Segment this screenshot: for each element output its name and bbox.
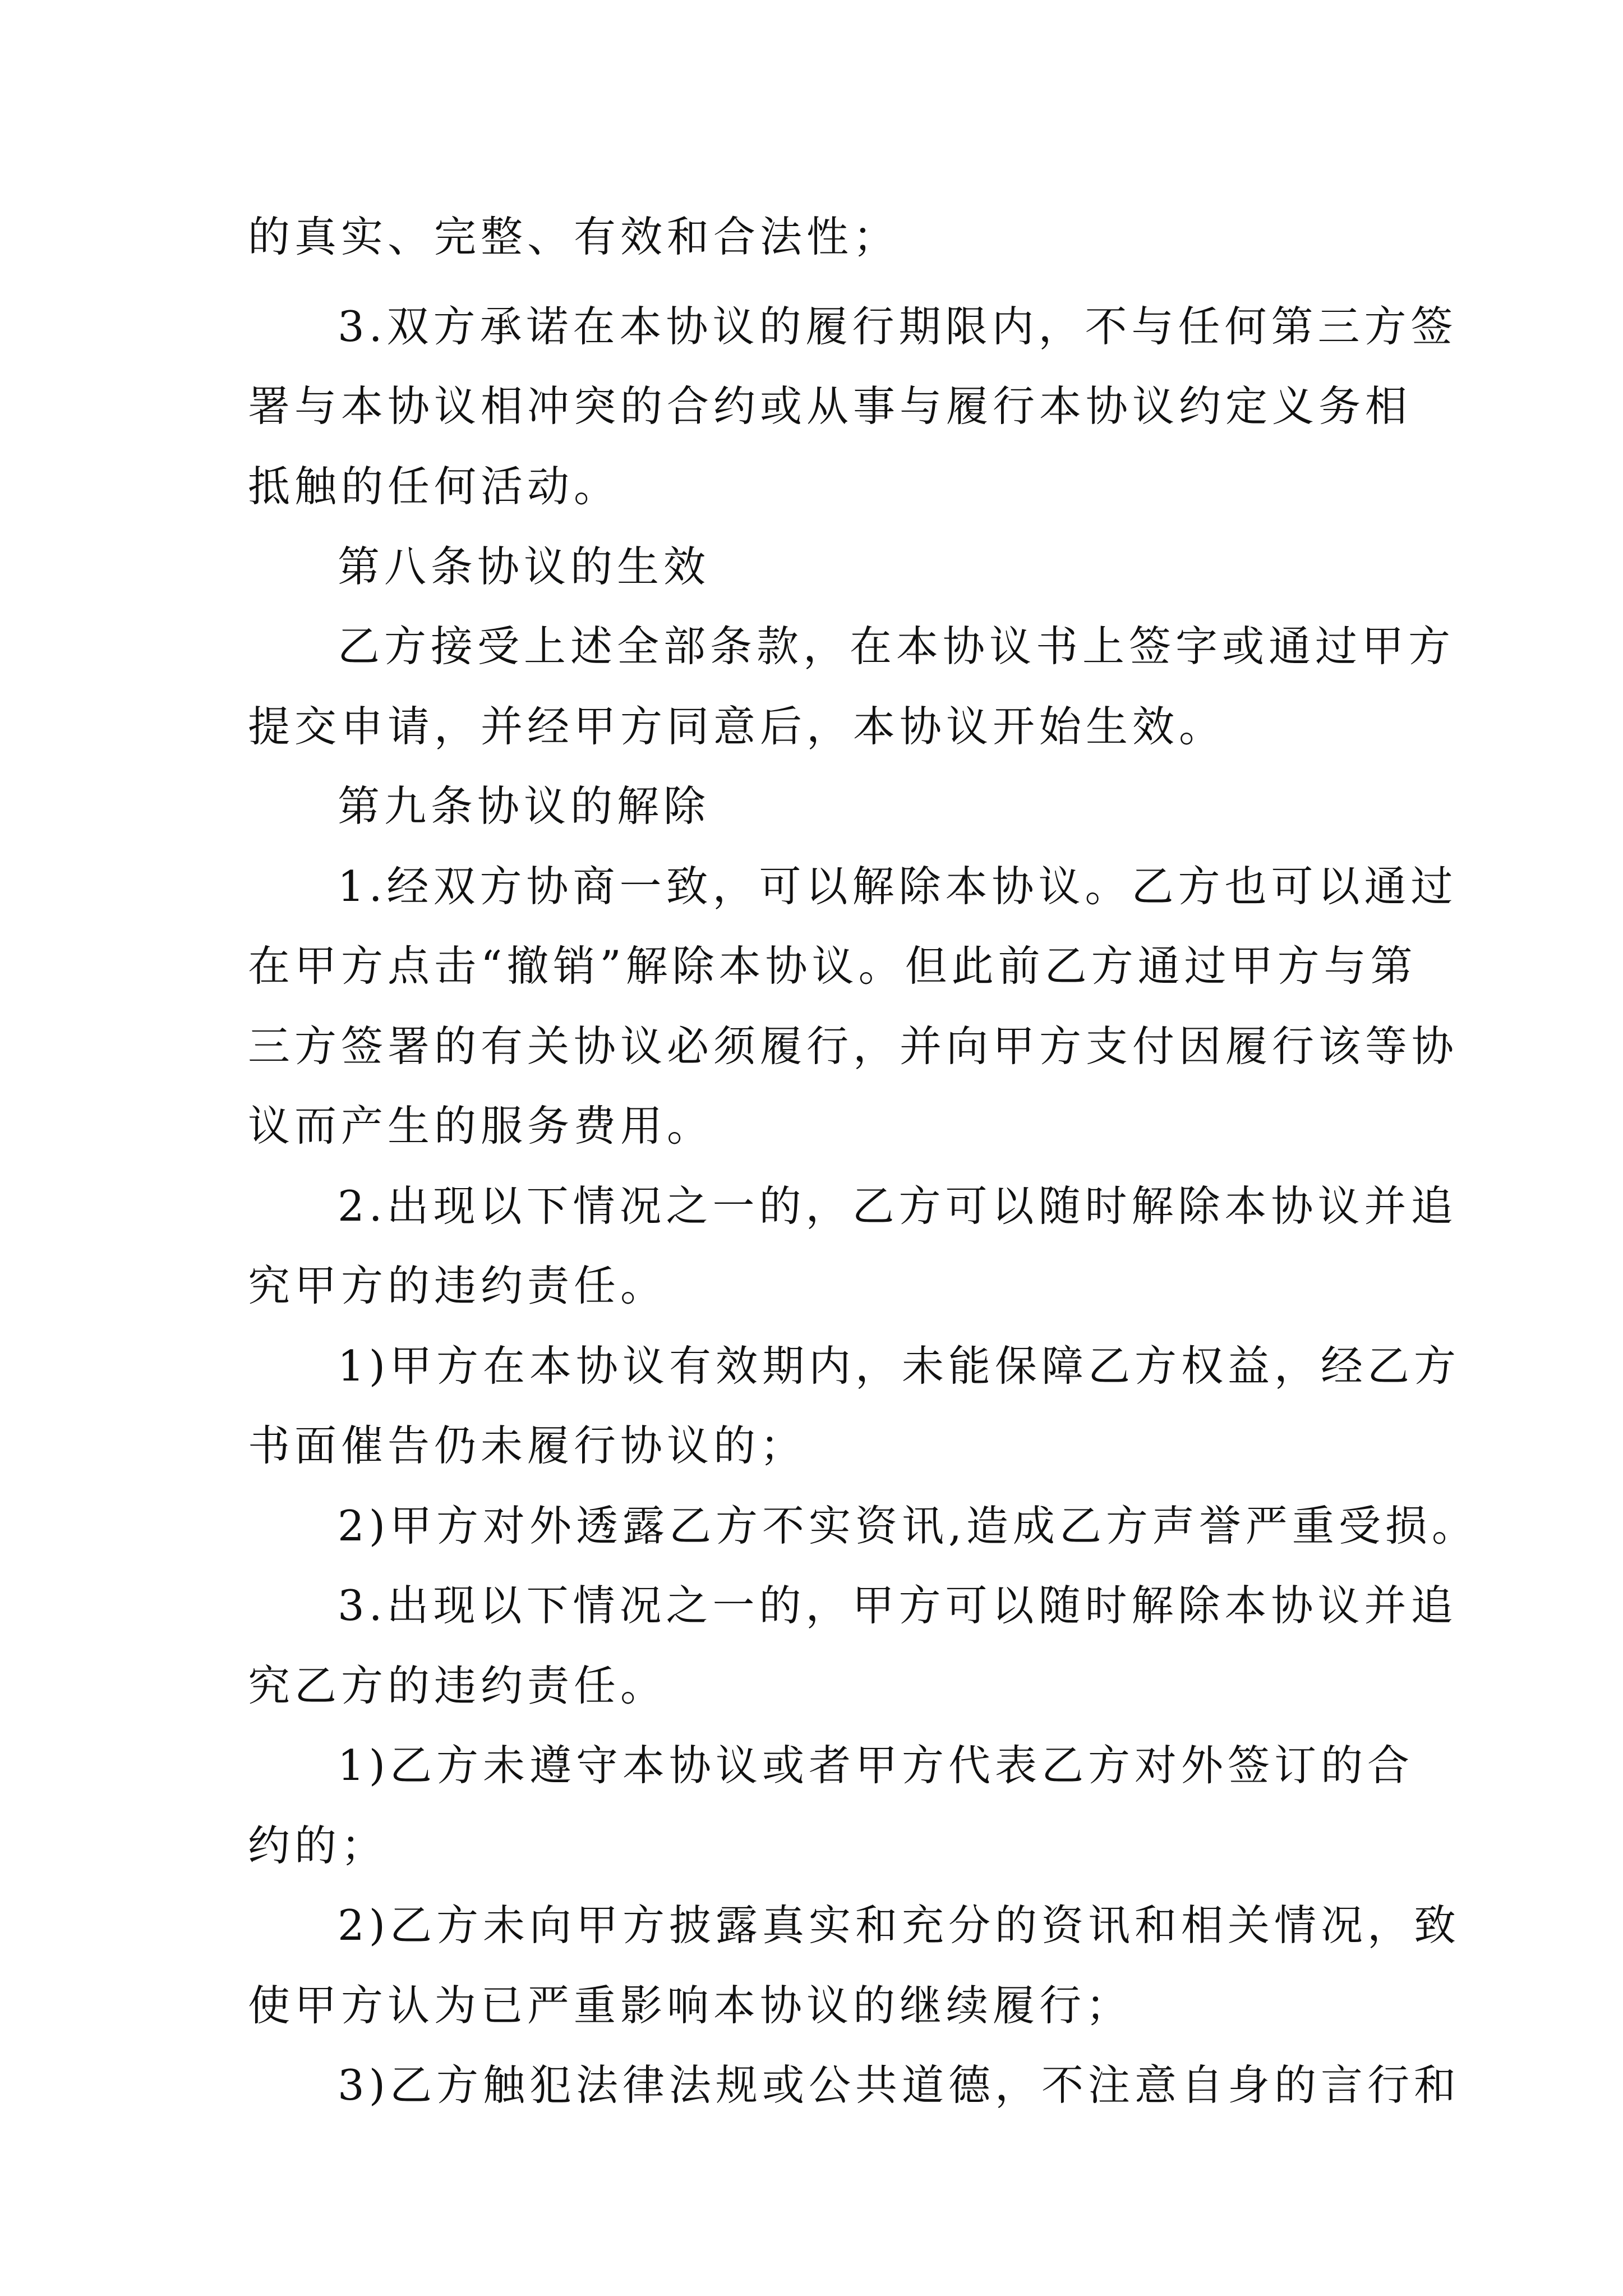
text-line: 使甲方认为已严重影响本协议的继续履行； <box>248 1981 1133 2030</box>
text-line: 2)乙方未向甲方披露真实和充分的资讯和相关情况，致 <box>338 1901 1460 1950</box>
text-line: 提交申请，并经甲方同意后，本协议开始生效。 <box>248 702 1226 751</box>
section-heading: 第九条协议的解除 <box>338 781 711 831</box>
text-line: 究甲方的违约责任。 <box>248 1261 667 1310</box>
text-line: 三方签署的有关协议必须履行，并向甲方支付因履行该等协 <box>248 1022 1459 1071</box>
text-line: 2)甲方对外透露乙方不实资讯,造成乙方声誉严重受损。 <box>338 1501 1478 1550</box>
text-line: 署与本协议相冲突的合约或从事与履行本协议约定义务相 <box>248 381 1412 431</box>
text-line: 1)甲方在本协议有效期内，未能保障乙方权益，经乙方 <box>338 1341 1460 1391</box>
text-line: 1.经双方协商一致，可以解除本协议。乙方也可以通过 <box>338 862 1458 911</box>
text-line: 究乙方的违约责任。 <box>248 1661 667 1710</box>
text-line: 3.双方承诺在本协议的履行期限内，不与任何第三方签 <box>338 302 1458 351</box>
text-line: 3.出现以下情况之一的，甲方可以随时解除本协议并追 <box>338 1581 1458 1630</box>
text-line: 议而产生的服务费用。 <box>248 1101 714 1151</box>
text-line: 约的； <box>248 1821 388 1870</box>
text-line: 的真实、完整、有效和合法性； <box>248 212 900 261</box>
text-line: 2.出现以下情况之一的，乙方可以随时解除本协议并追 <box>338 1181 1458 1231</box>
text-line: 书面催告仍未履行协议的； <box>248 1421 807 1470</box>
text-line: 在甲方点击“撤销”解除本协议。但此前乙方通过甲方与第 <box>248 941 1417 991</box>
text-line: 1)乙方未遵守本协议或者甲方代表乙方对外签订的合 <box>338 1741 1414 1790</box>
section-heading: 第八条协议的生效 <box>338 542 711 591</box>
text-line: 乙方接受上述全部条款，在本协议书上签字或通过甲方 <box>338 622 1455 671</box>
text-line: 3)乙方触犯法律法规或公共道德，不注意自身的言行和 <box>338 2060 1460 2110</box>
text-line: 抵触的任何活动。 <box>248 462 621 511</box>
